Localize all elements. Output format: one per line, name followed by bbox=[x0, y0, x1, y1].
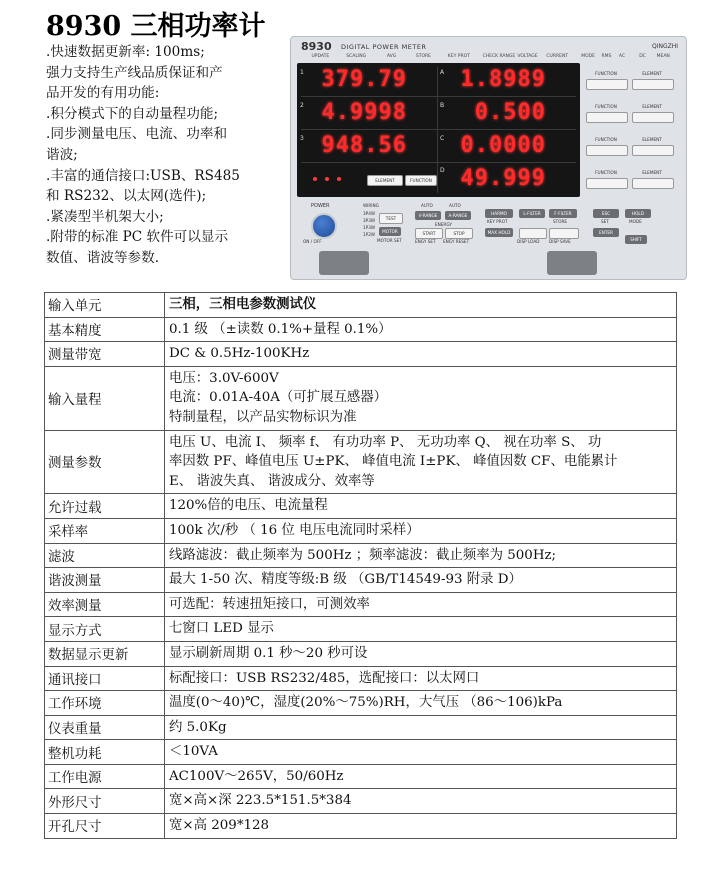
side-button-label: FUNCTION bbox=[595, 170, 617, 175]
spec-value bbox=[165, 740, 677, 765]
led-indicator bbox=[313, 177, 317, 181]
element-side-button[interactable] bbox=[632, 79, 674, 90]
indicator-label: MEAN bbox=[656, 54, 670, 59]
spec-value bbox=[165, 543, 677, 568]
spec-value bbox=[165, 293, 677, 318]
table-row bbox=[45, 293, 677, 318]
feature-line: 和 RS232、以太网(选件); bbox=[46, 188, 207, 205]
spec-value bbox=[165, 342, 677, 367]
table-row bbox=[45, 430, 677, 494]
function-side-button[interactable] bbox=[586, 79, 628, 90]
test-button[interactable]: TEST bbox=[379, 213, 403, 224]
spec-value bbox=[165, 666, 677, 691]
spec-key: 通讯接口 bbox=[45, 666, 165, 691]
auto-label: AUTO bbox=[421, 203, 433, 208]
channel-label: 2 bbox=[300, 102, 304, 109]
indicator-label: MODE bbox=[581, 54, 595, 59]
spec-value-line: 宽×高 209*128 bbox=[169, 818, 270, 834]
wiring-mode: 1P2W bbox=[363, 232, 375, 237]
spec-table bbox=[44, 292, 677, 839]
spec-value-line: ＜10VA bbox=[169, 744, 218, 760]
l-filter-button[interactable]: L-FILTER bbox=[519, 209, 545, 218]
spec-value-line: 宽×高×深 223.5*151.5*384 bbox=[169, 793, 352, 809]
energy-label: ENERGY bbox=[435, 222, 452, 227]
table-row bbox=[45, 494, 677, 519]
page-title: 8930 三相功率计 bbox=[46, 11, 266, 42]
spec-key: 基本精度 bbox=[45, 317, 165, 342]
stop-button[interactable]: STOP bbox=[445, 228, 473, 239]
spec-value-line: 约 5.0Kg bbox=[169, 719, 227, 735]
side-button-label: ELEMENT bbox=[642, 170, 662, 175]
spec-value-line: 三相，三相电参数测试仪 bbox=[169, 296, 317, 312]
channel-label: A bbox=[440, 69, 445, 76]
indicator-label: AC bbox=[618, 54, 626, 59]
function-side-button[interactable] bbox=[586, 112, 628, 123]
spec-value-line: AC100V～265V，50/60Hz bbox=[169, 768, 344, 784]
indicator-label: CURRENT bbox=[546, 54, 569, 59]
spec-key: 谐波测量 bbox=[45, 568, 165, 593]
indicator-label: KEY PROT bbox=[447, 54, 470, 59]
table-row bbox=[45, 715, 677, 740]
reading-a: 1.8989 bbox=[460, 67, 546, 92]
element-side-button[interactable] bbox=[632, 145, 674, 156]
motor-set-label: MOTOR SET bbox=[377, 238, 402, 243]
esc-button[interactable]: ESC bbox=[593, 209, 619, 218]
function-side-button[interactable] bbox=[586, 178, 628, 189]
spec-key: 输入量程 bbox=[45, 366, 165, 430]
spec-value bbox=[165, 494, 677, 519]
side-button-label: ELEMENT bbox=[642, 104, 662, 109]
side-button-label: FUNCTION bbox=[595, 71, 617, 76]
indicator-label: STORE bbox=[415, 54, 432, 59]
spec-value-line: 线路滤波：截止频率为 500Hz ；频率滤波：截止频率为 500Hz; bbox=[169, 547, 557, 563]
feature-line: .同步测量电压、电流、功率和 bbox=[46, 126, 228, 143]
spec-value bbox=[165, 641, 677, 666]
function-side-button[interactable] bbox=[586, 145, 628, 156]
spec-value bbox=[165, 592, 677, 617]
element-button[interactable]: ELEMENT bbox=[367, 175, 403, 186]
hold-button[interactable]: HOLD bbox=[625, 209, 651, 218]
spec-value bbox=[165, 814, 677, 839]
feature-line: .紧凑型半机架大小; bbox=[46, 208, 164, 225]
disp-save-label: DISP SAVE bbox=[549, 239, 571, 244]
control-panel bbox=[297, 201, 680, 249]
motor-button[interactable]: MOTOR bbox=[379, 227, 401, 236]
spec-value bbox=[165, 518, 677, 543]
start-button[interactable]: START bbox=[415, 228, 443, 239]
channel-label: 1 bbox=[300, 69, 304, 76]
table-row bbox=[45, 592, 677, 617]
reading-c: 0.0000 bbox=[460, 133, 546, 158]
channel-label: B bbox=[440, 102, 445, 109]
table-row bbox=[45, 666, 677, 691]
spec-value-line: 电压：3.0V-600V bbox=[169, 370, 279, 386]
channel-label: D bbox=[440, 167, 445, 174]
led-display bbox=[297, 63, 580, 197]
power-meter-photo bbox=[290, 36, 687, 280]
disp-save-button[interactable] bbox=[549, 228, 579, 239]
device-foot bbox=[319, 251, 369, 275]
spec-value-line: 电流：0.01A-40A（可扩展互感器） bbox=[169, 390, 388, 406]
spec-value bbox=[165, 430, 677, 494]
side-button-label: FUNCTION bbox=[595, 104, 617, 109]
spec-value-line: 标配接口：USB RS232/485，选配接口：以太网口 bbox=[169, 670, 480, 686]
engy-reset-label: ENGY RESET bbox=[443, 239, 470, 244]
feature-line: 谐波; bbox=[46, 146, 78, 163]
spec-key: 工作环境 bbox=[45, 691, 165, 716]
led-indicator bbox=[337, 177, 341, 181]
table-row bbox=[45, 342, 677, 367]
indicator-label: SCALING bbox=[346, 54, 367, 59]
f-filter-button[interactable]: F-FILTER bbox=[549, 209, 577, 218]
feature-line: .附带的标准 PC 软件可以显示 bbox=[46, 229, 229, 246]
reading-2: 4.9998 bbox=[321, 100, 407, 125]
table-row bbox=[45, 317, 677, 342]
table-row bbox=[45, 740, 677, 765]
spec-key: 数据显示更新 bbox=[45, 641, 165, 666]
spec-value bbox=[165, 789, 677, 814]
key-prot-label: KEY PROT bbox=[487, 219, 508, 224]
disp-load-label: DISP LOAD bbox=[517, 239, 540, 244]
table-row bbox=[45, 789, 677, 814]
reading-1: 379.79 bbox=[321, 67, 407, 92]
indicator-label: UPDATE bbox=[311, 54, 330, 59]
enter-button[interactable]: ENTER bbox=[593, 228, 619, 237]
side-button-label: FUNCTION bbox=[595, 137, 617, 142]
spec-value bbox=[165, 568, 677, 593]
a-range-button[interactable]: A-RANGE bbox=[445, 211, 471, 220]
display-divider bbox=[301, 96, 576, 97]
spec-value-line: 120%倍的电压、电流量程 bbox=[169, 498, 328, 514]
spec-key: 工作电源 bbox=[45, 764, 165, 789]
device-model: 8930 bbox=[301, 40, 332, 53]
on-off-label: ON / OFF bbox=[303, 239, 322, 244]
reading-b: 0.500 bbox=[474, 100, 546, 125]
indicator-label: AVG bbox=[386, 54, 397, 59]
indicator-label: CHECK RANGE bbox=[482, 54, 516, 59]
display-divider bbox=[301, 129, 576, 130]
side-button-label: ELEMENT bbox=[642, 71, 662, 76]
display-divider bbox=[301, 162, 576, 163]
spec-value-line: 显示刷新周期 0.1 秒～20 秒可设 bbox=[169, 645, 368, 661]
indicator-label: VOLTAGE bbox=[517, 54, 538, 59]
power-button[interactable] bbox=[311, 213, 337, 239]
spec-key: 测量参数 bbox=[45, 430, 165, 494]
feature-line: 强力支持生产线品质保证和产 bbox=[46, 64, 223, 81]
feature-line: .快速数据更新率: 100ms; bbox=[46, 44, 205, 60]
device-brand: QINGZHI bbox=[651, 43, 678, 50]
auto-label: AUTO bbox=[449, 203, 461, 208]
spec-value-line: 电压 U、电流 I、 频率 f、 有功功率 P、 无功功率 Q、 视在功率 S、 功 bbox=[169, 434, 602, 450]
indicator-label: DC bbox=[639, 54, 646, 59]
spec-value-line: 七窗口 LED 显示 bbox=[169, 621, 274, 637]
indicator-strip bbox=[297, 54, 680, 62]
table-row bbox=[45, 641, 677, 666]
feature-line: 品开发的有用功能: bbox=[46, 85, 160, 102]
spec-value-line: E、 谐波失真、 谐波成分、效率等 bbox=[169, 473, 375, 489]
wiring-label: WIRING bbox=[363, 203, 379, 208]
feature-line: .丰富的通信接口:USB、RS485 bbox=[46, 167, 240, 184]
spec-value-line: 0.1 级 （±读数 0.1%+量程 0.1%） bbox=[169, 321, 392, 337]
indicator-label: RMS bbox=[601, 54, 612, 59]
spec-value bbox=[165, 617, 677, 642]
channel-label: 3 bbox=[300, 135, 304, 142]
channel-label: C bbox=[440, 135, 445, 142]
spec-value-line: 100k 次/秒 （ 16 位 电压电流同时采样） bbox=[169, 522, 420, 538]
mode-label: MODE bbox=[629, 219, 642, 224]
spec-value bbox=[165, 715, 677, 740]
side-button-panel bbox=[584, 63, 680, 197]
wiring-mode: 3P3W bbox=[363, 218, 375, 223]
spec-key: 外形尺寸 bbox=[45, 789, 165, 814]
table-row bbox=[45, 518, 677, 543]
engy-set-label: ENGY SET bbox=[415, 239, 436, 244]
store-label: STORE bbox=[553, 219, 568, 224]
spec-key: 滤波 bbox=[45, 543, 165, 568]
spec-value-line: DC & 0.5Hz-100KHz bbox=[169, 346, 310, 362]
led-indicator bbox=[325, 177, 329, 181]
spec-value bbox=[165, 366, 677, 430]
wiring-mode: 3P4W bbox=[363, 211, 375, 216]
spec-value bbox=[165, 317, 677, 342]
side-button-label: ELEMENT bbox=[642, 137, 662, 142]
spec-value bbox=[165, 764, 677, 789]
feature-line: .积分模式下的自动量程功能; bbox=[46, 105, 219, 122]
function-button[interactable]: FUNCTION bbox=[405, 175, 437, 186]
element-side-button[interactable] bbox=[632, 112, 674, 123]
spec-key: 开孔尺寸 bbox=[45, 814, 165, 839]
table-row bbox=[45, 568, 677, 593]
table-row bbox=[45, 691, 677, 716]
disp-load-button[interactable] bbox=[519, 228, 547, 239]
spec-key: 输入单元 bbox=[45, 293, 165, 318]
table-row bbox=[45, 617, 677, 642]
spec-key: 采样率 bbox=[45, 518, 165, 543]
element-side-button[interactable] bbox=[632, 178, 674, 189]
table-row bbox=[45, 814, 677, 839]
spec-value-line: 率因数 PF、峰值电压 U±PK、 峰值电流 I±PK、 峰值因数 CF、电能累计 bbox=[169, 454, 618, 470]
shift-button[interactable]: SHIFT bbox=[625, 235, 647, 244]
spec-key: 显示方式 bbox=[45, 617, 165, 642]
spec-key: 整机功耗 bbox=[45, 740, 165, 765]
max-hold-button[interactable]: MAX HOLD bbox=[485, 228, 513, 237]
range-leds bbox=[313, 177, 363, 183]
display-divider bbox=[437, 67, 438, 193]
reading-3: 948.56 bbox=[321, 133, 407, 158]
spec-value bbox=[165, 691, 677, 716]
spec-value-line: 可选配：转速扭矩接口，可测效率 bbox=[169, 596, 370, 612]
wiring-mode: 1P3W bbox=[363, 225, 375, 230]
feature-list bbox=[46, 42, 276, 269]
v-range-button[interactable]: V-RANGE bbox=[415, 211, 441, 220]
spec-key: 允许过载 bbox=[45, 494, 165, 519]
spec-value-line: 温度(0～40)℃，湿度(20%～75%)RH，大气压 （86～106)kPa bbox=[169, 695, 563, 711]
device-foot bbox=[547, 251, 597, 275]
reading-d: 49.999 bbox=[460, 166, 546, 191]
device-name: DIGITAL POWER METER bbox=[341, 43, 427, 51]
spec-value-line: 最大 1-50 次、精度等级:B 级 （GB/T14549-93 附录 D） bbox=[169, 572, 522, 588]
power-label: POWER bbox=[311, 203, 330, 209]
table-row bbox=[45, 366, 677, 430]
harmo-button[interactable]: HARMO bbox=[485, 209, 513, 218]
spec-key: 测量带宽 bbox=[45, 342, 165, 367]
set-label: SET bbox=[601, 219, 609, 224]
spec-key: 效率测量 bbox=[45, 592, 165, 617]
feature-line: 数值、谐波等参数. bbox=[46, 249, 160, 266]
table-row bbox=[45, 543, 677, 568]
spec-value-line: 特制量程，以产品实物标识为准 bbox=[169, 409, 357, 425]
table-row bbox=[45, 764, 677, 789]
spec-key: 仪表重量 bbox=[45, 715, 165, 740]
